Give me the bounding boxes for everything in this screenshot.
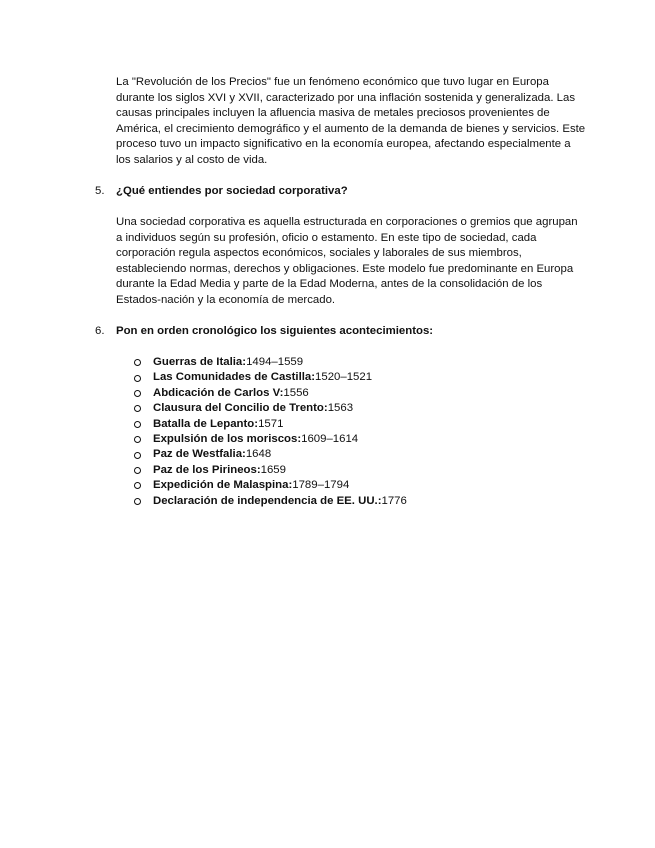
question-6 xyxy=(95,324,595,340)
event-name: Abdicación de Carlos V: xyxy=(153,386,284,399)
list-item xyxy=(134,401,407,416)
list-item xyxy=(134,417,407,432)
hollow-bullet-icon xyxy=(134,405,141,412)
hollow-bullet-icon xyxy=(134,436,141,443)
event-date: 1571 xyxy=(258,417,284,430)
event-name: Batalla de Lepanto: xyxy=(153,417,259,430)
event-date: 1648 xyxy=(245,448,272,461)
hollow-bullet-icon xyxy=(134,359,141,366)
event-name: Expedición de Malaspina: xyxy=(153,479,293,492)
list-item xyxy=(134,386,407,401)
hollow-bullet-icon xyxy=(134,421,141,428)
question-5-number: 5. xyxy=(95,185,105,197)
event-name: Las Comunidades de Castilla: xyxy=(153,371,316,384)
event-date: 1520–1521 xyxy=(315,371,373,384)
list-item xyxy=(134,432,407,447)
event-name: Paz de los Pirineos: xyxy=(153,463,261,476)
list-item xyxy=(134,447,407,462)
list-item xyxy=(134,355,407,370)
event-name: Expulsión de los moriscos: xyxy=(153,433,302,446)
question-6-heading: Pon en orden cronológico los siguientes acontecimientos: xyxy=(116,325,434,337)
event-date: 1776 xyxy=(381,494,407,507)
event-name: Declaración de independencia de EE. UU.: xyxy=(153,494,382,507)
hollow-bullet-icon xyxy=(134,467,141,474)
event-date: 1563 xyxy=(327,402,354,415)
event-date: 1659 xyxy=(260,463,286,476)
list-item xyxy=(134,494,407,509)
event-date: 1556 xyxy=(283,386,309,399)
question-5 xyxy=(95,184,595,200)
corporate-society-paragraph: Una sociedad corporativa es aquella estructurada en corporaciones o gremios que agrupan a individuos según su profesión, oficio o estamento. En este tipo de sociedad, cada corporación regula aspectos económicos, sociales y laborales de sus miembros, estableciendo normas, derechos y obligaciones. Este modelo fue predominante en Europa durante la Edad Media y parte de la Edad Moderna, antes de la consolidación de los Estados-nación y la economía de mercado. xyxy=(116,216,578,306)
event-date: 1494–1559 xyxy=(246,356,304,368)
hollow-bullet-icon xyxy=(134,390,141,397)
event-date: 1609–1614 xyxy=(301,433,359,446)
list-item xyxy=(134,478,407,493)
question-5-heading: ¿Qué entiendes por sociedad corporativa? xyxy=(116,185,348,197)
list-item xyxy=(134,370,407,385)
hollow-bullet-icon xyxy=(134,452,141,459)
hollow-bullet-icon xyxy=(134,375,141,382)
event-date: 1789–1794 xyxy=(292,479,350,492)
event-name: Paz de Westfalia: xyxy=(153,448,246,461)
question-6-number: 6. xyxy=(95,325,105,337)
event-list xyxy=(134,355,407,509)
price-revolution-paragraph: La "Revolución de los Precios" fue un fenómeno económico que tuvo lugar en Europa durante los siglos XVI y XVII, caracterizado por una inflación sostenida y generalizada. Las causas principales incluyen la afluencia masiva de metales preciosos provenientes de América, el crecimiento demográfico y el aumento de la demanda de bienes y servicios. Este proceso tuvo un impacto significativo en la economía europea, afectando especialmente a los salarios y al costo de vida. xyxy=(116,76,586,166)
hollow-bullet-icon xyxy=(134,482,141,489)
hollow-bullet-icon xyxy=(134,498,141,505)
event-name: Clausura del Concilio de Trento: xyxy=(153,402,328,415)
list-item xyxy=(134,463,407,478)
event-name: Guerras de Italia: xyxy=(153,356,247,368)
